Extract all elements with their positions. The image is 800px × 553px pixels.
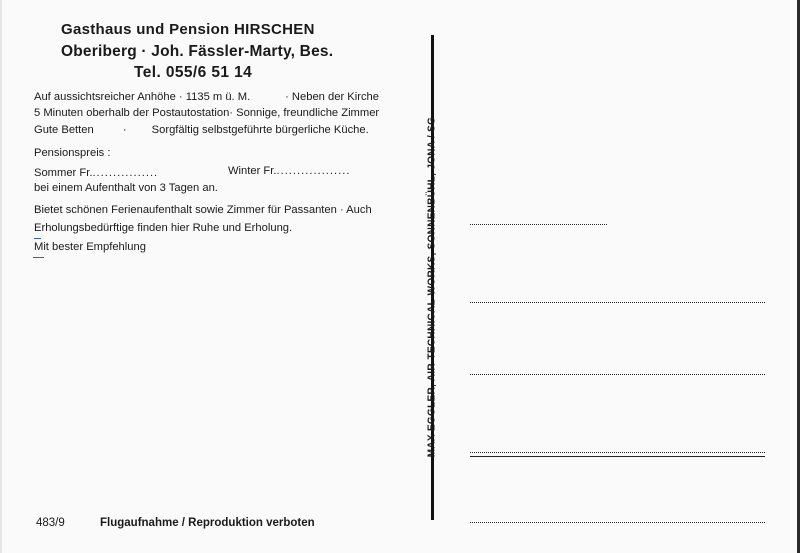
copyright-note: Flugaufnahme / Reproduktion verboten: [100, 517, 315, 529]
stay-condition: bei einem Aufenthalt von 3 Tagen an.: [34, 182, 218, 194]
publisher-credit: MAX EGGLER, AIR-TECHNICAL-WORKS, SONNENBÜHL, JONA / SG: [426, 116, 438, 458]
winter-price-blank: ..................: [276, 165, 351, 177]
winter-price: [228, 165, 350, 177]
address-line-4: [470, 452, 765, 457]
pen-mark-lower: [33, 257, 44, 258]
summer-price: [34, 167, 158, 179]
description-beds: Gute Betten: [34, 124, 94, 136]
description-line-3: [34, 124, 369, 136]
description-rooms: · Sonnige, freundliche Zimmer: [229, 107, 380, 119]
description-line-2: [34, 107, 379, 119]
summer-price-blank: ................: [92, 167, 159, 179]
offer-line-1: Bietet schönen Ferienaufenthalt sowie Zimmer für Passanten · Auch: [34, 204, 372, 216]
description-altitude: Auf aussichtsreicher Anhöhe · 1135 m ü. M.: [34, 91, 251, 103]
address-line-2: [470, 302, 765, 303]
closing-text: Mit bester Empfehlung: [34, 241, 146, 253]
summer-price-label: Sommer Fr.: [34, 167, 93, 179]
description-line-1: [34, 91, 379, 103]
description-postbus: 5 Minuten oberhalb der Postautostation: [34, 107, 230, 119]
business-phone: Tel. 055/6 51 14: [134, 64, 253, 81]
card-edge-left: [0, 0, 2, 553]
pricing-label: Pensionspreis :: [34, 147, 111, 159]
business-name: Gasthaus und Pension HIRSCHEN: [61, 21, 315, 38]
pen-mark-upper: [34, 238, 41, 239]
winter-price-label: Winter Fr.: [228, 165, 277, 177]
address-line-1: [470, 224, 607, 225]
address-line-5: [470, 522, 765, 523]
description-church: · Neben der Kirche: [285, 91, 379, 103]
description-separator: ·: [122, 124, 127, 136]
offer-line-2: Erholungsbedürftige finden hier Ruhe und Erholung.: [34, 222, 293, 234]
description-kitchen: Sorgfältig selbstgeführte bürgerliche Küche.: [151, 124, 369, 136]
address-line-3: [470, 374, 765, 375]
card-number: 483/9: [36, 517, 65, 529]
business-location-owner: Oberiberg · Joh. Fässler-Marty, Bes.: [61, 43, 334, 60]
